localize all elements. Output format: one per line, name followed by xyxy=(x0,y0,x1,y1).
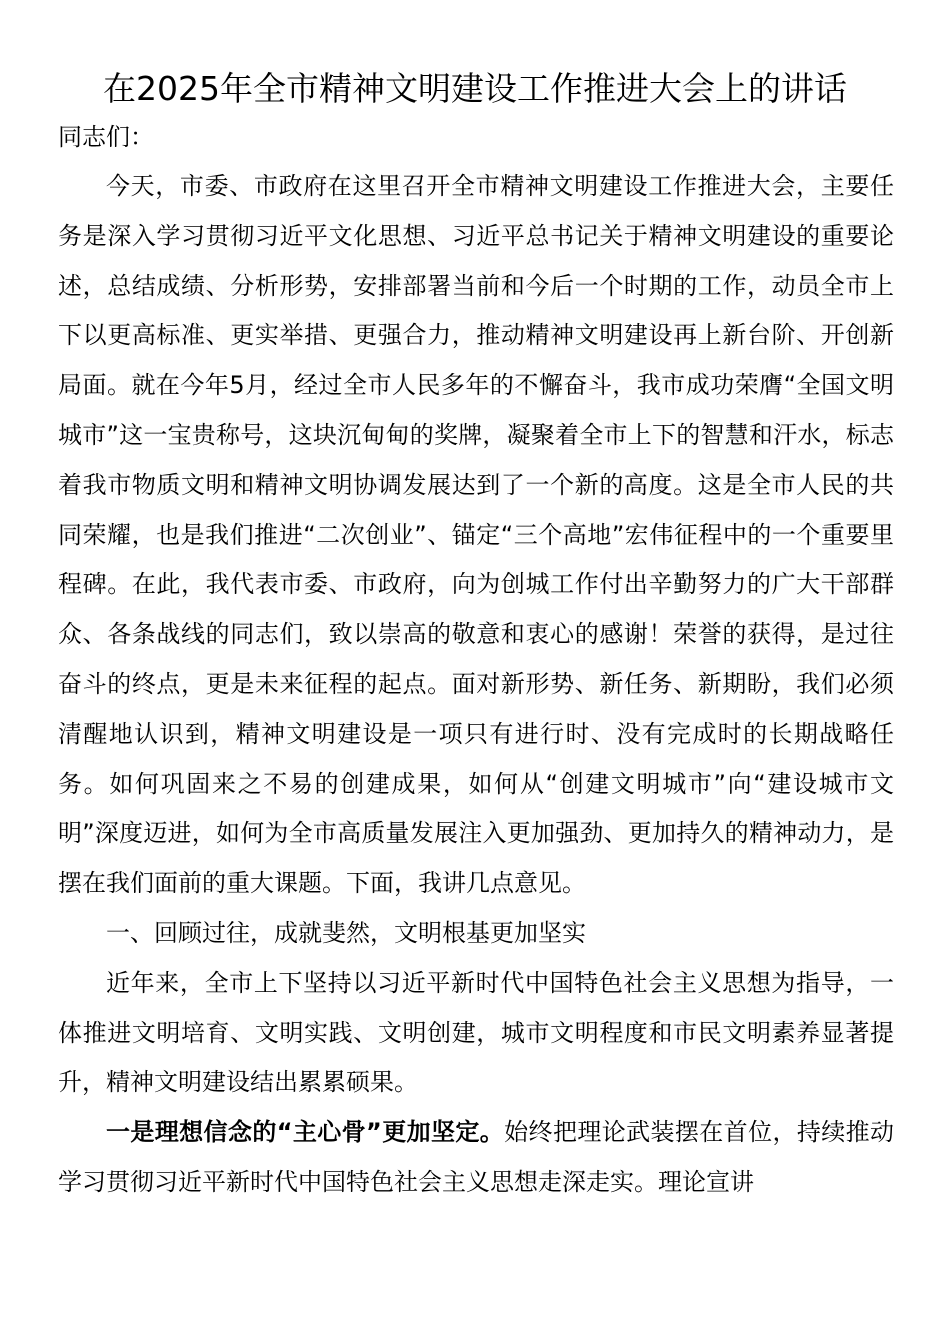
opening-paragraph: 今天，市委、市政府在这里召开全市精神文明建设工作推进大会，主要任务是深入学习贯彻习近平文化思想、习近平总书记关于精神文明建设的重要论述，总结成绩、分析形势，安排部署当前和今后一个时期的工作，动员全市上下以更高标准、更实举措、更强合力，推动精神文明建设再上新台阶、开创新局面。就在今年5月，经过全市人民多年的不懈奋斗，我市成功荣膺“全国文明城市”这一宝贵称号，这块沉甸甸的奖牌，凝聚着全市上下的智慧和汗水，标志着我市物质文明和精神文明协调发展达到了一个新的高度。这是全市人民的共同荣耀，也是我们推进“二次创业”、锚定“三个高地”宏伟征程中的一个重要里程碑。在此，我代表市委、市政府，向为创城工作付出辛勤努力的广大干部群众、各条战线的同志们，致以崇高的敬意和衷心的感谢！荣誉的获得，是过往奋斗的终点，更是未来征程的起点。面对新形势、新任务、新期盼，我们必须清醒地认识到，精神文明建设是一项只有进行时、没有完成时的长期战略任务。如何巩固来之不易的创建成果，如何从“创建文明城市”向“建设城市文明”深度迈进，如何为全市高质量发展注入更加强劲、更加持久的精神动力，是摆在我们面前的重大课题。下面，我讲几点意见。 xyxy=(58,172,894,898)
point-one-text: 始终把理论武装摆在首位，持续推动学习贯彻习近平新时代中国特色社会主义思想走深走实。理论宣讲 xyxy=(58,1118,895,1196)
point-one-paragraph xyxy=(58,1108,894,1208)
salutation: 同志们： xyxy=(58,123,154,151)
section-heading-1: 一、回顾过往，成就斐然，文明根基更加坚实 xyxy=(106,918,586,947)
point-one-lead: 一是理想信念的“主心骨”更加坚定。 xyxy=(106,1118,505,1147)
section-1-intro-text: 近年来，全市上下坚持以习近平新时代中国特色社会主义思想为指导，一体推进文明培育、文明实践、文明创建，城市文明程度和市民文明素养显著提升，精神文明建设结出累累硕果。 xyxy=(58,968,894,1097)
document-title: 在2025年全市精神文明建设工作推进大会上的讲话 xyxy=(103,69,847,108)
section-1-intro-paragraph xyxy=(58,959,894,1108)
document-body xyxy=(58,162,894,1208)
